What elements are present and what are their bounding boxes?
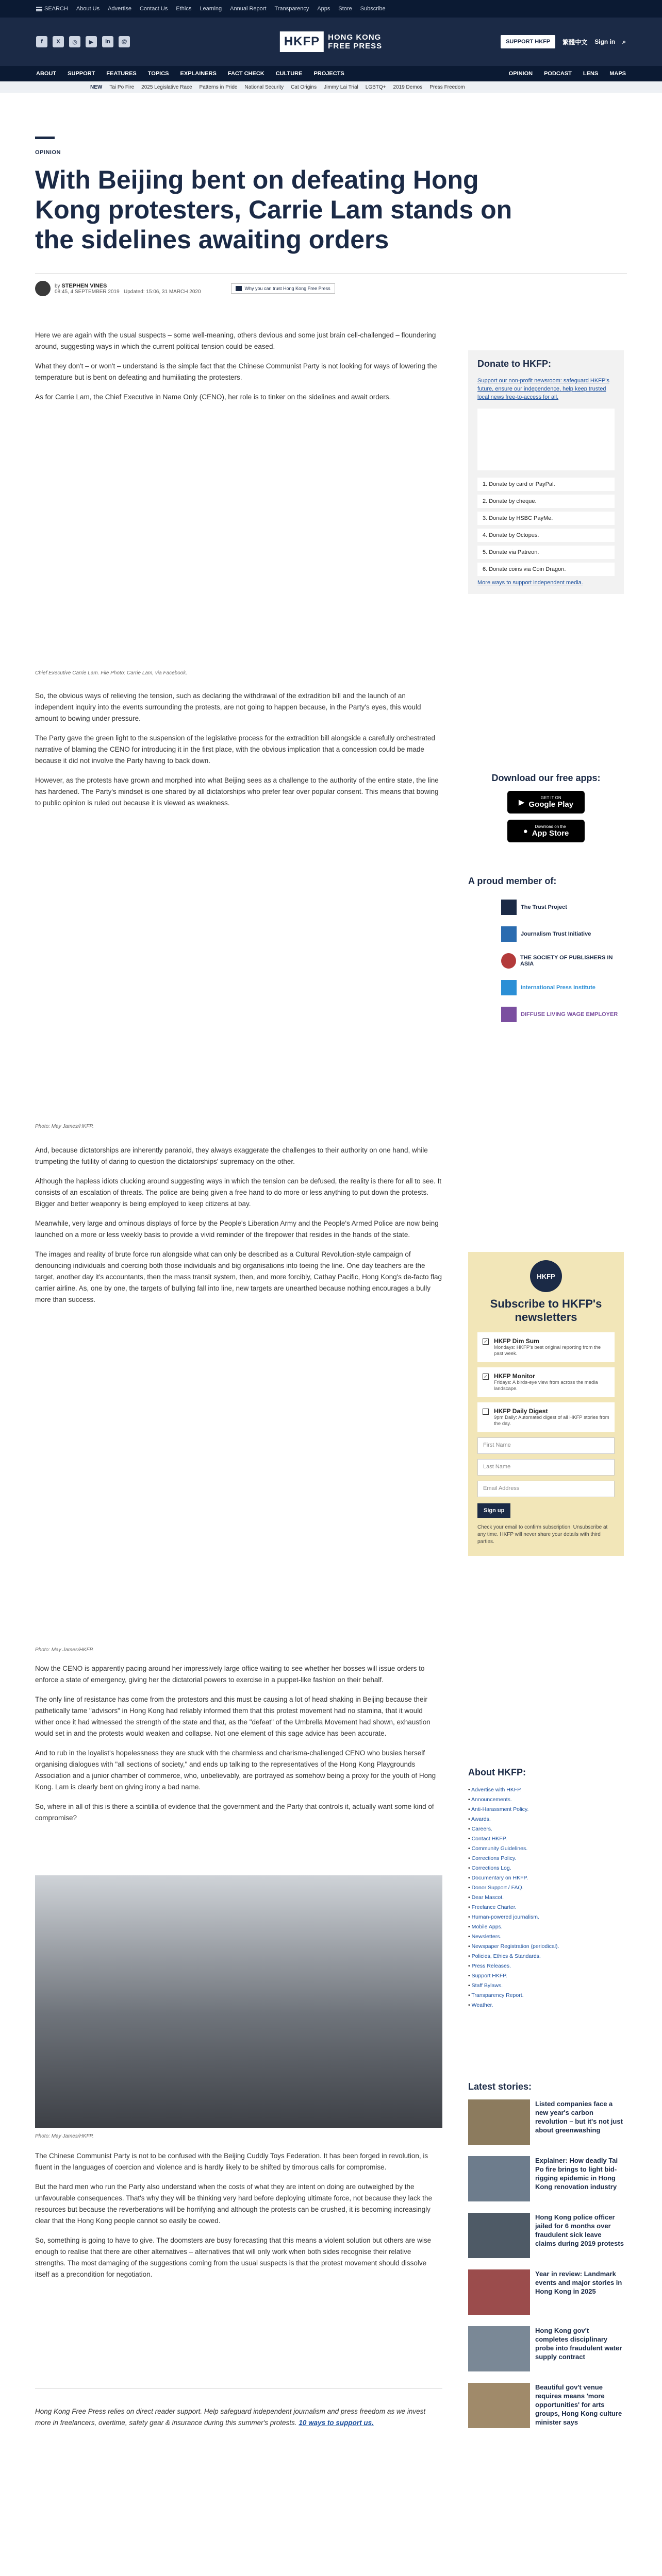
paragraph: Although the hapless idiots clucking around suggesting ways in which the tension can be defused, the reality is there for all to see. It consists of an escalation of threats. The police are being given a free hand to do more or less anything to put down the protests. Bigger and better weaponry is being employed to keep citizens at bay.: [35, 1177, 441, 1208]
social-links: [36, 36, 130, 47]
about-link[interactable]: • Documentary on HKFP.: [468, 1873, 624, 1883]
paragraph: But the hard men who run the Party also understand when the costs of what they are intent on doing are outweighed by the unfavourable consequences. That's why they will be thinking very hard before deploying ultimate force, not because they lack the resources but because the reverberations will be horrifying and although the protests can be crushed, it is becoming increasingly clear that the Hong Kong people cannot so easily be cowed.: [35, 2183, 433, 2225]
instagram-icon[interactable]: ◎: [69, 36, 80, 47]
story-thumbnail[interactable]: [468, 2383, 530, 2428]
story-thumbnail[interactable]: [468, 2326, 530, 2371]
donate-option[interactable]: 2. Donate by cheque.: [477, 495, 615, 508]
ethics-link[interactable]: Ethics: [176, 6, 192, 12]
about-link[interactable]: • Community Guidelines.: [468, 1844, 624, 1854]
donate-option[interactable]: 6. Donate coins via Coin Dragon.: [477, 563, 615, 576]
about-list: [468, 1785, 624, 2010]
store-link[interactable]: Store: [338, 6, 352, 12]
paragraph: So, something is going to have to give. The doomsters are busy forecasting that this means a violent solution but others are wise enough to realise that there are other alternatives – alternatives that will only work when both sides recognise their relative strengths. The most damaging of the suggestions coming from the usual suspects is that the protest movement should dissolve itself as a precondition for negotiation.: [35, 2236, 432, 2278]
sign-in-link[interactable]: Sign in: [594, 38, 616, 45]
linkedin-icon[interactable]: in: [102, 36, 113, 47]
article-image-protesters: [35, 1875, 442, 2128]
divider: [35, 273, 627, 274]
sign-up-button[interactable]: Sign up: [477, 1503, 510, 1518]
story-thumbnail[interactable]: [468, 2099, 530, 2145]
paragraph: So, where in all of this is there a scintilla of evidence that the government and the Party that controls it, actually want some kind of compromise?: [35, 1803, 434, 1822]
story-thumbnail[interactable]: [468, 2213, 530, 2258]
apps-heading: Download our free apps:: [491, 773, 601, 783]
paragraph: Meanwhile, very large and ominous displays of force by the People's Liberation Army and the People's Armed Police are now being launched on a more or less weekly basis to provide a vivid reminder of the firepower that resides in the hands of the state.: [35, 1219, 439, 1239]
annual-report-link[interactable]: Annual Report: [230, 6, 267, 12]
new-badge: NEW: [90, 84, 103, 90]
google-play-button[interactable]: ▶ GET IT ON Google Play: [507, 791, 585, 814]
trending-bar: [0, 81, 662, 93]
about-link[interactable]: • Freelance Charter.: [468, 1903, 624, 1912]
trending-item[interactable]: Patterns in Pride: [199, 84, 238, 90]
story-item[interactable]: Year in review: Landmark events and major stories in Hong Kong in 2025: [468, 2269, 624, 2319]
sopa-icon: [501, 953, 516, 969]
first-name-input[interactable]: First Name: [477, 1437, 615, 1454]
x-icon[interactable]: X: [53, 36, 64, 47]
nav-opinion[interactable]: OPINION: [508, 71, 533, 77]
nav-support[interactable]: SUPPORT: [68, 71, 95, 77]
chinese-language-link[interactable]: 繁體中文: [562, 38, 588, 46]
transparency-link[interactable]: Transparency: [274, 6, 309, 12]
trending-item[interactable]: Tai Po Fire: [109, 84, 135, 90]
app-store-button[interactable]: ● Download on the App Store: [507, 820, 585, 842]
about-link[interactable]: • Corrections Policy.: [468, 1854, 624, 1863]
article-image-police: [35, 1381, 442, 1623]
trending-item[interactable]: Jimmy Lai Trial: [324, 84, 358, 90]
nav-topics[interactable]: TOPICS: [147, 71, 169, 77]
trust-project-icon: [501, 900, 517, 915]
top-utility-bar: [0, 0, 662, 18]
nav-explainers[interactable]: EXPLAINERS: [180, 71, 217, 77]
support-hkfp-button[interactable]: SUPPORT HKFP: [501, 35, 555, 48]
paragraph: And, because dictatorships are inherently paranoid, they always exaggerate the challenges to their authority on one hand, while trumpeting the futility of daring to question the dictatorships' supremacy on the other.: [35, 1146, 428, 1165]
ipi-icon: [501, 980, 517, 995]
play-icon: ▶: [518, 798, 525, 807]
youtube-icon[interactable]: ▶: [86, 36, 97, 47]
paragraph: Now the CENO is apparently pacing around her impressively large office waiting to see whether her bosses will issue orders to enforce a state of emergency, giving her the dictatorial powers to exercise in a puppet-like fashion on their behalf.: [35, 1665, 425, 1684]
about-link[interactable]: • Human-powered journalism.: [468, 1912, 624, 1922]
nav-features[interactable]: FEATURES: [106, 71, 137, 77]
about-link[interactable]: • Corrections Log.: [468, 1863, 624, 1873]
about-link[interactable]: • Newsletters.: [468, 1932, 624, 1942]
support-us-link[interactable]: 10 ways to support us.: [299, 2419, 374, 2427]
member-heading: A proud member of:: [468, 876, 557, 886]
threads-icon[interactable]: @: [119, 36, 130, 47]
byline: by STEPHEN VINES 08:45, 4 SEPTEMBER 2019 Updated: 15:06, 31 MARCH 2020 Why you can trust Hong Kong Free Press: [35, 281, 627, 296]
donate-widget: [468, 350, 624, 594]
nav-podcast[interactable]: PODCAST: [544, 71, 572, 77]
search-icon[interactable]: ⌕: [622, 38, 626, 45]
about-link[interactable]: • Contact HKFP.: [468, 1834, 624, 1844]
site-logo[interactable]: HKFP HONG KONG FREE PRESS: [280, 31, 382, 52]
trust-project-logo[interactable]: The Trust Project: [468, 894, 624, 921]
paragraph: The Chinese Communist Party is not to be confused with the Beijing Cuddly Toys Federation. It has been forged in revolution, is fluent in the languages of coercion and violence and is hardly likely to be shifted by timorous calls for compromise.: [35, 2152, 428, 2171]
nav-fact-check[interactable]: FACT CHECK: [227, 71, 264, 77]
about-link[interactable]: • Careers.: [468, 1824, 624, 1834]
facebook-icon[interactable]: f: [36, 36, 47, 47]
nav-lens[interactable]: LENS: [583, 71, 599, 77]
about-link[interactable]: • Staff Bylaws.: [468, 1981, 624, 1991]
newsletter-widget: [468, 1252, 624, 1556]
apps-widget: [468, 773, 624, 849]
story-item[interactable]: Hong Kong gov't completes disciplinary probe into fraudulent water supply contract: [468, 2326, 624, 2376]
latest-stories-widget: [468, 2081, 624, 2439]
about-link[interactable]: • Anti-Harassment Policy.: [468, 1805, 624, 1815]
more-ways-link[interactable]: More ways to support independent media.: [477, 580, 583, 586]
image-caption: Photo: May James/HKFP.: [35, 2133, 94, 2139]
paragraph: However, as the protests have grown and morphed into what Beijing sees as a challenge to the authority of the entire state, the line has hardened. The Party's mindset is one shared by all dictatorships who prefer fear over popular consent. This means that bowing to public opinion is ruled out because it is viewed as weakness.: [35, 776, 439, 807]
paragraph: The images and reality of brute force run alongside what can only be described as a Cultural Revolution-style campaign of denouncing individuals and coercing both those individuals and big organisations into toeing the line. One day teachers are the target, another day it's accountants, then the mass transit system, then, and more forcibly, Cathay Pacific, Hong Kong's de-facto flag carrier airline. As, one by one, the targets of bullying fall into line, new targets are unearthed because nothing encourages a bully more than success.: [35, 1250, 442, 1303]
article-image-carrie-lam: [35, 443, 442, 665]
article-category[interactable]: OPINION: [35, 149, 61, 156]
donate-option[interactable]: 4. Donate by Octopus.: [477, 529, 615, 542]
about-link[interactable]: • Support HKFP.: [468, 1971, 624, 1981]
newsletter-title: Subscribe to HKFP's newsletters: [490, 1297, 602, 1324]
hkfp-logo: HKFP: [530, 1260, 562, 1292]
learning-link[interactable]: Learning: [200, 6, 222, 12]
donate-option[interactable]: 5. Donate via Patreon.: [477, 546, 615, 559]
image-caption: Photo: May James/HKFP.: [35, 1124, 94, 1129]
about-link[interactable]: • Donor Support / FAQ.: [468, 1883, 624, 1893]
sopa-logo[interactable]: THE SOCIETY OF PUBLISHERS IN ASIA: [468, 947, 624, 974]
article-image-protest: [35, 840, 442, 1118]
support-note: Hong Kong Free Press relies on direct reader support. Help safeguard independent journalism and press freedom as we invest more in freelancers, overtime, safety gear & insurance during this summer's protests. 10 ways to support us.: [35, 2408, 426, 2427]
about-link[interactable]: • Mobile Apps.: [468, 1922, 624, 1932]
paragraph: As for Carrie Lam, the Chief Executive in Name Only (CENO), her role is to tinker on the sidelines and await orders.: [35, 393, 391, 401]
apps-link[interactable]: Apps: [317, 6, 330, 12]
paragraph: What they don't – or won't – understand is the simple fact that the Chinese Communist Party is not looking for ways of lowering the temperature but is bent on defeating and humiliating the protesters.: [35, 362, 437, 381]
advertise-link[interactable]: Advertise: [108, 6, 131, 12]
nav-maps[interactable]: MAPS: [609, 71, 626, 77]
story-item[interactable]: Listed companies face a new year's carbon revolution – but it's not just about greenwashing: [468, 2099, 624, 2149]
about-link[interactable]: • Newspaper Registration (periodical).: [468, 1942, 624, 1952]
paragraph: Here we are again with the usual suspects – some well-meaning, others devious and some just brain cell-challenged – floundering around, suggesting ways in which the current political tension could be eased.: [35, 331, 436, 350]
about-link[interactable]: • Policies, Ethics & Standards.: [468, 1952, 624, 1961]
newsletter-option-daily-digest[interactable]: HKFP Daily Digest 9pm Daily: Automated digest of all HKFP stories from the day.: [477, 1402, 615, 1432]
checkbox[interactable]: ✓: [483, 1338, 489, 1345]
about-link[interactable]: • Transparency Report.: [468, 1991, 624, 2001]
trending-item[interactable]: 2019 Demos: [393, 84, 423, 90]
email-input[interactable]: Email Address: [477, 1481, 615, 1497]
paragraph: The only line of resistance has come from the protestors and this must be causing a lot of head shaking in Beijing because their pathetically tame "advisors" in Hong Kong had reliably informed them that this protest movement had no stamina, that it would wither once it had witnessed the strength of the state and that, as the "defeat" of the Umbrella Movement had shown, exhaustion would set in and the protests would weaken and collapse. Not one element of this sage advice has been accurate.: [35, 1696, 431, 1737]
newsletter-note: Check your email to confirm subscription. Unsubscribe at any time. HKFP will never share your details with third parties.: [477, 1524, 608, 1545]
about-link[interactable]: • Dear Mascot.: [468, 1893, 624, 1903]
about-link[interactable]: • Weather.: [468, 2001, 624, 2010]
updated-date: Updated: 15:06, 31 MARCH 2020: [123, 289, 201, 295]
donate-option[interactable]: 3. Donate by HSBC PayMe.: [477, 512, 615, 525]
trending-item[interactable]: National Security: [244, 84, 284, 90]
last-name-input[interactable]: Last Name: [477, 1459, 615, 1476]
trending-item[interactable]: Cat Origins: [291, 84, 317, 90]
living-wage-icon: [501, 1007, 517, 1022]
contact-link[interactable]: Contact Us: [139, 6, 168, 12]
search-link[interactable]: SEARCH: [36, 6, 68, 12]
about-link[interactable]: • Advertise with HKFP.: [468, 1785, 624, 1795]
jti-logo[interactable]: Journalism Trust Initiative: [468, 921, 624, 947]
nav-projects[interactable]: PROJECTS: [313, 71, 344, 77]
donate-image: [477, 409, 615, 470]
newsletter-option-dim-sum[interactable]: ✓ HKFP Dim Sum Mondays: HKFP's best original reporting from the past week.: [477, 1332, 615, 1362]
trending-item[interactable]: 2025 Legislative Race: [141, 84, 192, 90]
nav-culture[interactable]: CULTURE: [275, 71, 303, 77]
trending-item[interactable]: Press Freedom: [429, 84, 465, 90]
checkbox[interactable]: ✓: [483, 1374, 489, 1380]
donate-intro: Support our non-profit newsroom: safeguard HKFP's future, ensure our independence, help keep trusted local news free-to-access for all.: [477, 378, 609, 400]
trust-button[interactable]: Why you can trust Hong Kong Free Press: [231, 283, 335, 294]
about-link[interactable]: • Press Releases.: [468, 1961, 624, 1971]
about-link[interactable]: • Announcements.: [468, 1795, 624, 1805]
apple-icon: ●: [523, 826, 528, 836]
trust-icon: [236, 286, 242, 291]
article-header: [35, 137, 627, 296]
paragraph: And to rub in the loyalist's hopelessness they are stuck with the charmless and charisma-challenged CENO who busies herself organising dialogues with "all sections of society," and ends up talking to the representatives of the Hong Kong Playgrounds Association and a junior chamber of commerce, who, unbelievably, are portrayed as somehow being a proxy for the youth of Hong Kong. Lam is clearly bent on giving irony a bad name.: [35, 1749, 436, 1791]
donate-option[interactable]: 1. Donate by card or PayPal.: [477, 478, 615, 491]
author-avatar: [35, 281, 51, 296]
newsletter-option-monitor[interactable]: ✓ HKFP Monitor Fridays: A birds-eye view from across the media landscape.: [477, 1367, 615, 1397]
subscribe-link[interactable]: Subscribe: [360, 6, 386, 12]
article-title: With Beijing bent on defeating Hong Kong protesters, Carrie Lam stands on the sidelines awaiting orders: [35, 165, 512, 254]
trending-item[interactable]: LGBTQ+: [365, 84, 386, 90]
image-caption: Chief Executive Carrie Lam. File Photo: Carrie Lam, via Facebook.: [35, 670, 188, 676]
main-nav: [0, 66, 662, 81]
about-widget: [468, 1767, 624, 2010]
site-header: [0, 18, 662, 66]
paragraph: The Party gave the green light to the suspension of the legislative process for the extradition bill alongside a carefully orchestrated narrative of blaming the CENO for introducing it in the first place, with the obvious implication that a concession could be made because it did not involve the Party having to back down.: [35, 734, 435, 765]
nav-about[interactable]: ABOUT: [36, 71, 57, 77]
donate-heading: Donate to HKFP:: [477, 359, 551, 369]
living-wage-logo[interactable]: DIFFUSE LIVING WAGE EMPLOYER: [468, 1001, 624, 1028]
ipi-logo[interactable]: International Press Institute: [468, 974, 624, 1001]
story-thumbnail[interactable]: [468, 2156, 530, 2201]
image-caption: Photo: May James/HKFP.: [35, 1647, 94, 1653]
author-name[interactable]: STEPHEN VINES: [61, 282, 107, 289]
divider: [35, 137, 55, 139]
about-link[interactable]: • Awards.: [468, 1815, 624, 1824]
about-link[interactable]: About Us: [76, 6, 100, 12]
checkbox[interactable]: [483, 1409, 489, 1415]
about-heading: About HKFP:: [468, 1767, 526, 1777]
story-item[interactable]: Hong Kong police officer jailed for 6 months over fraudulent sick leave claims during 2019 protests: [468, 2213, 624, 2262]
paragraph: So, the obvious ways of relieving the tension, such as declaring the withdrawal of the extradition bill and the launch of an independent inquiry into the events surrounding the protests, are not going to happen because, in the Party's eyes, this would amount to bowing under pressure.: [35, 692, 421, 722]
story-item[interactable]: Beautiful gov't venue requires means 'more opportunities' for arts groups, Hong Kong culture minister says: [468, 2383, 624, 2432]
menu-icon: [36, 7, 42, 11]
story-thumbnail[interactable]: [468, 2269, 530, 2315]
latest-stories-heading: Latest stories:: [468, 2081, 532, 2092]
jti-icon: [501, 926, 517, 942]
story-item[interactable]: Explainer: How deadly Tai Po fire brings to light bid-rigging epidemic in Hong Kong renovation industry: [468, 2156, 624, 2206]
membership-widget: [468, 876, 624, 1028]
publish-date: 08:45, 4 SEPTEMBER 2019: [55, 289, 120, 295]
